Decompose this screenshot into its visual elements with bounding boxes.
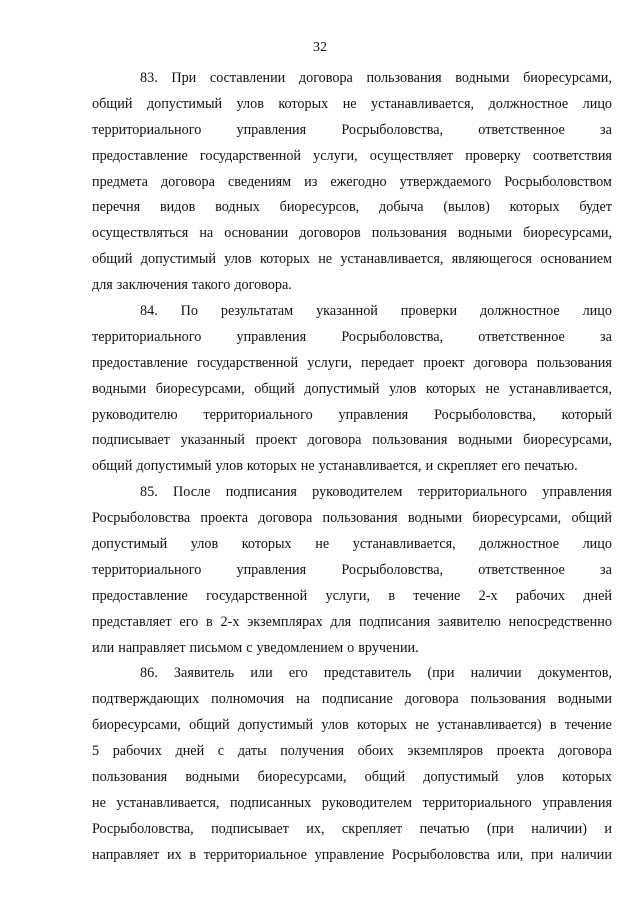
- word: не: [342, 95, 357, 112]
- word: заявителю: [437, 613, 501, 630]
- word: допустимый: [304, 380, 380, 397]
- word: территориального: [92, 121, 202, 138]
- word: 2-х: [478, 587, 498, 604]
- word: которых: [259, 251, 310, 268]
- word: Росрыболовства: [391, 846, 490, 863]
- word: уведомлением: [256, 639, 344, 656]
- word: о: [347, 639, 355, 656]
- word: биоресурсами,: [155, 380, 245, 397]
- word: направляет: [118, 639, 186, 656]
- paragraph-line: [92, 817, 612, 843]
- word: улов: [215, 458, 243, 475]
- word: допустимый: [136, 458, 212, 475]
- word: допустимый: [423, 769, 499, 786]
- word: печатью: [419, 820, 470, 837]
- word: должностное: [488, 95, 569, 112]
- word: управления: [236, 561, 307, 578]
- word: на: [199, 225, 214, 242]
- word: подписывает: [211, 820, 289, 837]
- word: общий: [92, 95, 133, 112]
- paragraph-line: [92, 454, 612, 480]
- paragraph-line: [92, 765, 612, 791]
- paragraph-line: [92, 661, 612, 687]
- word: экземплярах: [247, 613, 323, 630]
- word: услуги,: [325, 587, 371, 604]
- word: улов: [321, 717, 349, 734]
- paragraph-line: [92, 247, 612, 273]
- word: документов,: [537, 665, 612, 682]
- word: экземпляров: [407, 743, 484, 760]
- word: управления: [542, 484, 612, 501]
- word: улов: [236, 95, 264, 112]
- word: договора: [258, 510, 313, 527]
- word: проекта: [200, 510, 249, 527]
- word: являющегося: [451, 251, 532, 268]
- word: письмом: [189, 639, 243, 656]
- word: с: [246, 639, 253, 656]
- word: управления: [338, 406, 409, 423]
- word: не: [300, 458, 315, 475]
- word: государственной: [199, 147, 302, 164]
- word: за: [600, 328, 612, 345]
- paragraph-line: [92, 610, 612, 636]
- word: допустимый: [140, 251, 216, 268]
- paragraph-line: [92, 739, 612, 765]
- paragraph-line: [92, 273, 612, 299]
- word: водных: [215, 199, 260, 216]
- word: управление: [314, 846, 385, 863]
- page-number: 32: [313, 40, 327, 55]
- word: подписание: [321, 691, 393, 708]
- paragraph-84: [92, 299, 612, 480]
- word: устанавливается): [437, 717, 542, 734]
- word: устанавливается,: [340, 251, 444, 268]
- word: общий: [189, 717, 230, 734]
- word: устанавливается,: [371, 95, 475, 112]
- word: (при: [427, 665, 455, 682]
- word: водными: [185, 769, 240, 786]
- word: должностное: [479, 536, 559, 553]
- word: договора: [404, 691, 459, 708]
- word: пользования: [371, 225, 447, 242]
- word: с: [217, 743, 225, 760]
- paragraph-line: [92, 480, 612, 506]
- word: (при: [486, 820, 514, 837]
- word: обоих: [357, 743, 394, 760]
- paragraph-line: [92, 636, 612, 662]
- word: представляет: [92, 613, 172, 630]
- word: Росрыболовства,: [341, 121, 444, 138]
- word: или: [92, 639, 115, 656]
- paragraph-85: [92, 480, 612, 661]
- paragraph-line: [92, 584, 612, 610]
- word: его: [288, 665, 308, 682]
- word: непосредственно: [508, 613, 612, 630]
- word: пользования: [536, 354, 612, 371]
- word: и: [604, 820, 612, 837]
- word: биоресурсов,: [279, 199, 360, 216]
- word: общий: [571, 510, 612, 527]
- word: Росрыболовством: [504, 173, 612, 190]
- word: После: [173, 484, 211, 501]
- word: ежегодно: [330, 173, 387, 190]
- word: которых: [562, 769, 612, 786]
- word: основанием: [540, 251, 612, 268]
- word: территориального: [92, 328, 202, 345]
- word: его: [501, 458, 521, 475]
- document-body: [92, 66, 612, 869]
- word: передает: [360, 354, 415, 371]
- word: водными: [457, 225, 513, 242]
- word: ответственное: [478, 328, 565, 345]
- word: наличии: [470, 665, 522, 682]
- word: территориального: [92, 561, 202, 578]
- paragraph-line: [92, 713, 612, 739]
- word: предоставление: [92, 354, 188, 371]
- word: в: [388, 587, 396, 604]
- word: соответствия: [532, 147, 612, 164]
- word: Росрыболовства,: [341, 561, 444, 578]
- word: улов: [516, 769, 544, 786]
- paragraph-line: [92, 843, 612, 869]
- word: ответственное: [478, 561, 565, 578]
- word: территориального: [417, 484, 527, 501]
- word: в: [549, 717, 557, 734]
- word: пользования: [92, 769, 168, 786]
- word: Росрыболовства,: [434, 406, 536, 423]
- word: общий: [254, 380, 295, 397]
- word: биоресурсами,: [523, 70, 612, 86]
- word: пользования: [322, 510, 398, 527]
- word: услуги,: [307, 354, 352, 371]
- word: указанной: [316, 303, 378, 320]
- word: проект: [255, 432, 297, 449]
- word: проекта: [496, 743, 545, 760]
- word: которых: [426, 380, 476, 397]
- word: указанный: [180, 432, 245, 449]
- word: дней: [583, 587, 612, 604]
- word: водными: [458, 432, 513, 449]
- paragraph-line: [92, 299, 612, 325]
- word: улов: [224, 251, 252, 268]
- word: биоресурсами,: [523, 225, 612, 242]
- word: утверждаемого: [399, 173, 492, 190]
- word: основании: [224, 225, 289, 242]
- word: договора: [160, 173, 215, 190]
- word: за: [600, 561, 612, 578]
- word: улов: [190, 536, 219, 553]
- word: водными: [407, 510, 463, 527]
- word: договора: [557, 743, 612, 760]
- word: на: [296, 691, 310, 708]
- word: 86.: [140, 665, 158, 682]
- word: вручении.: [358, 639, 419, 656]
- word: пользования: [366, 70, 442, 86]
- word: составлении: [209, 70, 286, 86]
- paragraph-line: [92, 144, 612, 170]
- word: государственной: [196, 354, 299, 371]
- word: скрепляет: [437, 458, 498, 475]
- word: их: [166, 846, 182, 863]
- paragraph-line: [92, 92, 612, 118]
- word: заключения: [116, 277, 188, 294]
- word: осуществляться: [92, 225, 189, 242]
- word: которых: [241, 536, 292, 553]
- word: биоресурсами,: [472, 510, 562, 527]
- word: 85.: [140, 484, 158, 501]
- word: 2-х: [220, 613, 240, 630]
- word: услуги,: [313, 147, 358, 164]
- word: или: [250, 665, 273, 682]
- word: При: [171, 70, 197, 86]
- word: допустимый: [237, 717, 314, 734]
- word: (вылов): [443, 199, 490, 216]
- word: которых: [509, 199, 560, 216]
- word: предоставление: [92, 147, 188, 164]
- word: проверку: [465, 147, 521, 164]
- word: общий: [92, 251, 133, 268]
- word: печатью.: [524, 458, 578, 475]
- word: течение: [564, 717, 612, 734]
- word: даты: [237, 743, 267, 760]
- word: проект: [423, 354, 465, 371]
- paragraph-line: [92, 170, 612, 196]
- word: результатам: [220, 303, 294, 320]
- word: биоресурсами,: [523, 432, 612, 449]
- word: договора: [298, 70, 353, 86]
- paragraph-line: [92, 118, 612, 144]
- word: территориального: [422, 794, 532, 811]
- word: подтверждающих: [92, 691, 200, 708]
- word: рабочих: [112, 743, 162, 760]
- word: такого: [191, 277, 231, 294]
- word: биоресурсами,: [92, 717, 181, 734]
- word: сведениям: [227, 173, 292, 190]
- word: Росрыболовства,: [92, 820, 194, 837]
- word: подписания: [225, 484, 297, 501]
- word: лицо: [582, 95, 612, 112]
- word: устанавливается,: [318, 458, 422, 475]
- paragraph-line: [92, 377, 612, 403]
- word: территориального: [203, 406, 313, 423]
- word: 83.: [140, 70, 158, 86]
- word: и: [425, 458, 434, 475]
- word: будет: [579, 199, 612, 216]
- word: устанавливается,: [508, 380, 612, 397]
- paragraph-line: [92, 532, 612, 558]
- word: предмета: [92, 173, 148, 190]
- word: подписанных: [229, 794, 312, 811]
- paragraph-line: [92, 403, 612, 429]
- word: предоставление: [92, 587, 188, 604]
- paragraph-line: [92, 428, 612, 454]
- word: течение: [413, 587, 461, 604]
- word: подписания: [358, 613, 431, 630]
- word: биоресурсами,: [257, 769, 347, 786]
- word: водными: [92, 380, 147, 397]
- word: договоров: [299, 225, 361, 242]
- word: которых: [357, 717, 407, 734]
- word: их,: [306, 820, 325, 837]
- word: дней: [175, 743, 205, 760]
- word: По: [180, 303, 198, 320]
- word: перечня: [92, 199, 141, 216]
- word: для: [330, 613, 352, 630]
- word: не: [318, 251, 333, 268]
- word: водными: [455, 70, 510, 86]
- word: водными: [557, 691, 612, 708]
- word: Заявитель: [173, 665, 235, 682]
- word: управления: [236, 121, 307, 138]
- word: при: [531, 846, 554, 863]
- paragraph-83: [92, 66, 612, 299]
- word: 84.: [140, 303, 158, 320]
- word: устанавливается,: [352, 536, 456, 553]
- word: не: [485, 380, 500, 397]
- paragraph-86: [92, 661, 612, 868]
- paragraph-line: [92, 687, 612, 713]
- word: в: [206, 613, 213, 630]
- word: договора.: [234, 277, 292, 294]
- word: устанавливается,: [116, 794, 220, 811]
- word: улов: [389, 380, 417, 397]
- word: не: [92, 794, 106, 811]
- word: направляет: [92, 846, 160, 863]
- word: не: [415, 717, 430, 734]
- word: лицо: [582, 303, 612, 320]
- word: пользования: [470, 691, 546, 708]
- word: руководителем: [321, 794, 412, 811]
- word: наличии: [560, 846, 612, 863]
- word: проверки: [400, 303, 458, 320]
- word: рабочих: [515, 587, 566, 604]
- word: должностное: [479, 303, 560, 320]
- word: скрепляет: [341, 820, 403, 837]
- word: пользования: [372, 432, 448, 449]
- word: которых: [278, 95, 329, 112]
- word: подписывает: [92, 432, 170, 449]
- word: или,: [497, 846, 524, 863]
- word: договора: [307, 432, 362, 449]
- word: территориальное: [203, 846, 307, 863]
- word: допустимый: [146, 95, 223, 112]
- word: допустимый: [92, 536, 168, 553]
- word: руководителем: [312, 484, 403, 501]
- word: представитель: [323, 665, 412, 682]
- word: договора: [473, 354, 528, 371]
- word: в: [189, 846, 197, 863]
- paragraph-line: [92, 325, 612, 351]
- word: 5: [92, 743, 100, 760]
- word: его: [179, 613, 199, 630]
- word: государственной: [206, 587, 308, 604]
- word: управления: [236, 328, 307, 345]
- word: ответственное: [478, 121, 565, 138]
- paragraph-line: [92, 791, 612, 817]
- paragraph-line: [92, 66, 612, 92]
- word: общий: [92, 458, 133, 475]
- paragraph-line: [92, 558, 612, 584]
- word: добыча: [379, 199, 424, 216]
- word: полномочия: [211, 691, 285, 708]
- word: осуществляет: [369, 147, 454, 164]
- word: видов: [159, 199, 196, 216]
- word: лицо: [582, 536, 612, 553]
- word: наличии): [531, 820, 587, 837]
- word: получения: [280, 743, 345, 760]
- word: которых: [246, 458, 297, 475]
- word: из: [304, 173, 318, 190]
- word: руководителю: [92, 406, 178, 423]
- paragraph-line: [92, 221, 612, 247]
- word: общий: [364, 769, 406, 786]
- word: для: [92, 277, 113, 294]
- word: который: [561, 406, 612, 423]
- word: Росрыболовства,: [341, 328, 444, 345]
- word: управления: [542, 794, 612, 811]
- word: не: [315, 536, 330, 553]
- word: за: [600, 121, 612, 138]
- paragraph-line: [92, 351, 612, 377]
- paragraph-line: [92, 195, 612, 221]
- word: Росрыболовства: [92, 510, 191, 527]
- paragraph-line: [92, 506, 612, 532]
